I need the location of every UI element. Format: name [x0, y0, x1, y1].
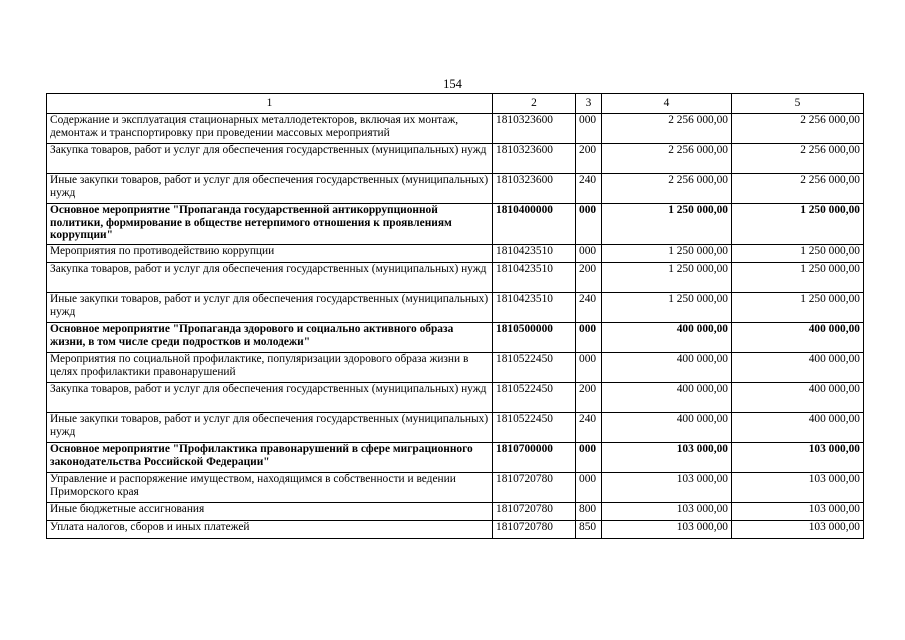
table-row [47, 323, 864, 353]
row-amount2: 103 000,00 [732, 443, 864, 473]
row-amount1: 400 000,00 [602, 353, 732, 383]
row-amount1: 103 000,00 [602, 503, 732, 521]
header-cell-kind: 3 [576, 94, 602, 114]
row-amount2: 2 256 000,00 [732, 174, 864, 204]
row-amount2: 2 256 000,00 [732, 144, 864, 174]
row-code: 1810720780 [493, 473, 576, 503]
row-code: 1810400000 [493, 204, 576, 245]
row-amount1: 400 000,00 [602, 383, 732, 413]
row-amount2: 1 250 000,00 [732, 263, 864, 293]
row-name: Мероприятия по противодействию коррупции [47, 245, 493, 263]
row-kind: 000 [576, 353, 602, 383]
row-amount1: 1 250 000,00 [602, 204, 732, 245]
row-amount1: 103 000,00 [602, 443, 732, 473]
row-kind: 000 [576, 473, 602, 503]
row-code: 1810323600 [493, 174, 576, 204]
row-amount2: 1 250 000,00 [732, 204, 864, 245]
row-amount2: 2 256 000,00 [732, 114, 864, 144]
row-amount2: 400 000,00 [732, 353, 864, 383]
table-row [47, 144, 864, 174]
row-kind: 000 [576, 114, 602, 144]
header-row [47, 94, 864, 114]
row-name: Основное мероприятие "Профилактика правонарушений в сфере миграционного законодательства Российской Федерации" [47, 443, 493, 473]
row-kind: 000 [576, 204, 602, 245]
header-cell-code: 2 [493, 94, 576, 114]
header-cell-name: 1 [47, 94, 493, 114]
row-name: Управление и распоряжение имуществом, находящимся в собственности и ведении Приморского края [47, 473, 493, 503]
row-code: 1810720780 [493, 521, 576, 539]
row-kind: 000 [576, 323, 602, 353]
row-amount1: 1 250 000,00 [602, 263, 732, 293]
row-code: 1810720780 [493, 503, 576, 521]
row-name: Содержание и эксплуатация стационарных металлодетекторов, включая их монтаж, демонтаж и транспортировку при проведении массовых мероприятий [47, 114, 493, 144]
row-amount2: 400 000,00 [732, 383, 864, 413]
table-row [47, 353, 864, 383]
row-amount2: 1 250 000,00 [732, 293, 864, 323]
row-amount2: 400 000,00 [732, 323, 864, 353]
table-row [47, 503, 864, 521]
page-number: 154 [443, 77, 462, 91]
table-row [47, 263, 864, 293]
header-cell-amount1: 4 [602, 94, 732, 114]
row-name: Иные закупки товаров, работ и услуг для обеспечения государственных (муниципальных) нужд [47, 293, 493, 323]
row-code: 1810423510 [493, 263, 576, 293]
row-kind: 240 [576, 174, 602, 204]
row-amount1: 2 256 000,00 [602, 144, 732, 174]
header-cell-amount2: 5 [732, 94, 864, 114]
row-code: 1810700000 [493, 443, 576, 473]
table-row [47, 473, 864, 503]
row-name: Мероприятия по социальной профилактике, популяризации здорового образа жизни в целях профилактики правонарушений [47, 353, 493, 383]
row-code: 1810500000 [493, 323, 576, 353]
row-kind: 200 [576, 383, 602, 413]
row-code: 1810423510 [493, 293, 576, 323]
row-code: 1810522450 [493, 353, 576, 383]
table-row [47, 204, 864, 245]
row-amount1: 400 000,00 [602, 413, 732, 443]
budget-table [46, 93, 864, 539]
row-name: Закупка товаров, работ и услуг для обеспечения государственных (муниципальных) нужд [47, 263, 493, 293]
row-amount1: 2 256 000,00 [602, 174, 732, 204]
row-kind: 240 [576, 413, 602, 443]
row-kind: 800 [576, 503, 602, 521]
row-name: Основное мероприятие "Пропаганда здорового и социально активного образа жизни, в том числе среди подростков и молодежи" [47, 323, 493, 353]
table-row [47, 114, 864, 144]
row-amount1: 2 256 000,00 [602, 114, 732, 144]
row-name: Основное мероприятие "Пропаганда государственной антикоррупционной политики, формирование в обществе нетерпимого отношения к проявлениям коррупции" [47, 204, 493, 245]
row-amount1: 103 000,00 [602, 521, 732, 539]
row-name: Иные закупки товаров, работ и услуг для обеспечения государственных (муниципальных) нужд [47, 174, 493, 204]
row-amount1: 400 000,00 [602, 323, 732, 353]
row-code: 1810323600 [493, 114, 576, 144]
row-kind: 200 [576, 144, 602, 174]
table-row [47, 293, 864, 323]
row-name: Иные закупки товаров, работ и услуг для обеспечения государственных (муниципальных) нужд [47, 413, 493, 443]
table-row [47, 413, 864, 443]
row-code: 1810423510 [493, 245, 576, 263]
table-row [47, 383, 864, 413]
table-row [47, 174, 864, 204]
table-row [47, 443, 864, 473]
row-kind: 000 [576, 443, 602, 473]
row-amount2: 103 000,00 [732, 521, 864, 539]
row-amount2: 103 000,00 [732, 503, 864, 521]
row-code: 1810323600 [493, 144, 576, 174]
row-amount2: 103 000,00 [732, 473, 864, 503]
row-kind: 000 [576, 245, 602, 263]
row-amount1: 1 250 000,00 [602, 293, 732, 323]
row-amount1: 1 250 000,00 [602, 245, 732, 263]
row-code: 1810522450 [493, 413, 576, 443]
row-amount2: 400 000,00 [732, 413, 864, 443]
row-name: Иные бюджетные ассигнования [47, 503, 493, 521]
row-code: 1810522450 [493, 383, 576, 413]
table-row [47, 245, 864, 263]
row-kind: 240 [576, 293, 602, 323]
row-amount2: 1 250 000,00 [732, 245, 864, 263]
row-name: Закупка товаров, работ и услуг для обеспечения государственных (муниципальных) нужд [47, 144, 493, 174]
table-row [47, 521, 864, 539]
row-kind: 200 [576, 263, 602, 293]
row-amount1: 103 000,00 [602, 473, 732, 503]
row-kind: 850 [576, 521, 602, 539]
row-name: Уплата налогов, сборов и иных платежей [47, 521, 493, 539]
row-name: Закупка товаров, работ и услуг для обеспечения государственных (муниципальных) нужд [47, 383, 493, 413]
